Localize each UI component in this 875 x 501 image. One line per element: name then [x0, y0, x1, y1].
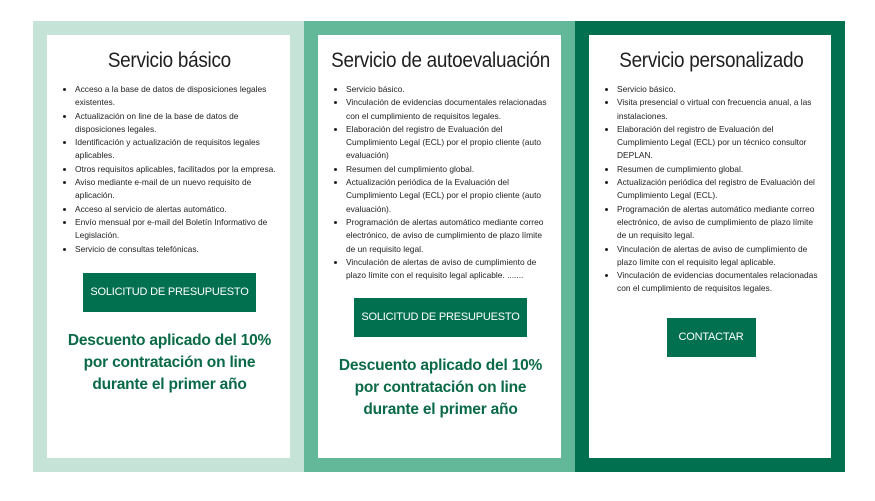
feature-item: Elaboración del registro de Evaluación del Cumplimiento Legal (ECL) por un técnico consultor DEPLAN.	[603, 123, 819, 163]
discount-line: Descuento aplicado del 10%	[338, 357, 543, 375]
feature-item: Servicio básico.	[603, 83, 819, 96]
plan-basic-panel	[33, 21, 304, 472]
discount-line: por contratación on line	[354, 379, 527, 397]
feature-list	[61, 83, 278, 256]
feature-item: Visita presencial o virtual con frecuencia anual, a las instalaciones.	[603, 96, 819, 123]
feature-list	[603, 83, 819, 296]
request-quote-button[interactable]: SOLICITUD DE PRESUPUESTO	[83, 273, 256, 312]
contact-button[interactable]: CONTACTAR	[667, 318, 756, 357]
feature-item: Aviso mediante e-mail de un nuevo requisito de aplicación.	[61, 176, 278, 203]
feature-list	[332, 83, 549, 282]
plan-custom-panel	[575, 21, 845, 472]
plan-title: Servicio básico	[107, 49, 232, 72]
feature-item: Resumen del cumplimiento global.	[332, 163, 549, 176]
plan-basic-card	[47, 35, 290, 458]
feature-item: Servicio de consultas telefónicas.	[61, 243, 278, 256]
feature-item: Elaboración del registro de Evaluación del Cumplimiento Legal (ECL) por el propio cliente (auto evaluación)	[332, 123, 549, 163]
feature-item: Programación de alertas automático mediante correo electrónico, de aviso de cumplimiento de plazo límite de un requisito legal.	[332, 216, 549, 256]
feature-item: Servicio básico.	[332, 83, 549, 96]
request-quote-button[interactable]: SOLICITUD DE PRESUPUESTO	[354, 298, 527, 337]
plan-title: Servicio de autoevaluación	[331, 49, 550, 72]
feature-item: Envío mensual por e-mail del Boletín Informativo de Legislación.	[61, 216, 278, 243]
feature-item: Vinculación de evidencias documentales relacionadas con el cumplimiento de requisitos legales.	[332, 96, 549, 123]
discount-line: por contratación on line	[83, 353, 256, 371]
discount-line: durante el primer año	[363, 401, 518, 419]
plan-title: Servicio personalizado	[618, 49, 804, 72]
feature-item: Actualización on line de la base de datos de disposiciones legales.	[61, 110, 278, 137]
discount-line: durante el primer año	[92, 375, 247, 393]
feature-item: Acceso al servicio de alertas automático.	[61, 203, 278, 216]
feature-item: Actualización periódica del registro de Evaluación del Cumplimiento Legal (ECL).	[603, 176, 819, 203]
feature-item: Actualización periódica de la Evaluación del Cumplimiento Legal (ECL) por el propio cliente (auto evaluación).	[332, 176, 549, 216]
feature-item: Otros requisitos aplicables, facilitados por la empresa.	[61, 163, 278, 176]
discount-note	[68, 330, 271, 396]
discount-line: Descuento aplicado del 10%	[67, 331, 272, 349]
feature-item: Vinculación de alertas de aviso de cumplimiento de plazo límite con el requisito legal aplicable. .......	[332, 256, 549, 283]
feature-item: Vinculación de alertas de aviso de cumplimiento de plazo límite con el requisito legal aplicable.	[603, 243, 819, 270]
discount-note	[339, 355, 542, 421]
feature-item: Vinculación de evidencias documentales relacionadas con el cumplimiento de requisitos legales.	[603, 269, 819, 296]
plan-self-assessment-panel	[304, 21, 575, 472]
feature-item: Programación de alertas automático mediante correo electrónico, de aviso de cumplimiento de plazo límite de un requisito legal.	[603, 203, 819, 243]
plan-custom-card	[589, 35, 831, 458]
feature-item: Acceso a la base de datos de disposiciones legales existentes.	[61, 83, 278, 110]
feature-item: Resumen de cumplimiento global.	[603, 163, 819, 176]
feature-item: Identificación y actualización de requisitos legales aplicables.	[61, 136, 278, 163]
plan-self-assessment-card	[318, 35, 561, 458]
